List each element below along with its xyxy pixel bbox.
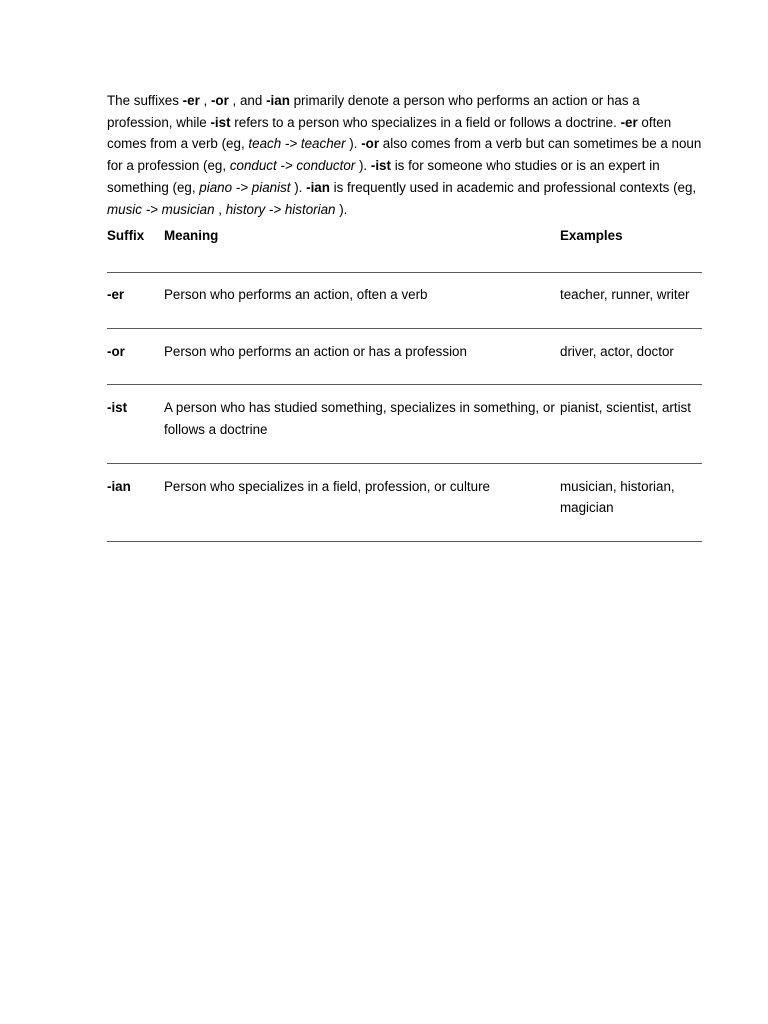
table-row: [107, 385, 702, 463]
intro-text: primarily denote a person who performs an action or has a profession, while: [107, 93, 640, 130]
suffix-term: -or: [361, 136, 380, 152]
examples-cell: driver, actor, doctor: [560, 328, 702, 385]
table-row: [107, 328, 702, 385]
intro-text: , and: [228, 93, 267, 108]
meaning-cell: Person who performs an action, often a verb: [164, 272, 560, 328]
suffix-term: -ist: [370, 158, 391, 174]
intro-paragraph: [107, 90, 702, 220]
suffix-term: -ist: [210, 114, 231, 130]
suffix-table: [107, 225, 702, 542]
table-row: [107, 463, 702, 541]
intro-text: ,: [214, 201, 226, 217]
intro-text: ,: [199, 93, 211, 108]
example-term: music -> musician: [107, 201, 215, 217]
suffix-term: -ian: [306, 179, 330, 195]
column-header-examples: Examples: [560, 225, 702, 272]
intro-text: is frequently used in academic and professional contexts (eg,: [329, 179, 697, 195]
table-row: [107, 272, 702, 328]
intro-text: The suffixes: [107, 93, 183, 108]
intro-text: is for someone who studies or is an expert in something (eg,: [107, 158, 660, 195]
meaning-cell: A person who has studied something, specializes in something, or follows a doctrine: [164, 385, 560, 463]
intro-text: refers to a person who specializes in a field or follows a doctrine.: [230, 114, 621, 130]
intro-text: ).: [345, 136, 362, 152]
example-term: piano -> pianist: [199, 179, 291, 195]
example-term: history -> historian: [225, 201, 336, 217]
examples-cell: pianist, scientist, artist: [560, 385, 702, 463]
column-header-suffix: Suffix: [107, 225, 164, 272]
suffix-term: -er: [182, 93, 200, 108]
suffix-term: -ian: [266, 93, 290, 108]
meaning-cell: Person who performs an action or has a profession: [164, 328, 560, 385]
suffix-cell: -ian: [107, 463, 164, 541]
intro-text: often comes from a verb (eg,: [107, 114, 672, 152]
document-page: [107, 90, 702, 542]
intro-text: ).: [290, 179, 307, 195]
meaning-cell: Person who specializes in a field, profession, or culture: [164, 463, 560, 541]
intro-text: ).: [355, 158, 371, 174]
suffix-cell: -er: [107, 272, 164, 328]
suffix-term: -er: [620, 114, 638, 130]
intro-text: ).: [335, 201, 348, 217]
suffix-term: -or: [210, 93, 229, 108]
table-header-row: [107, 225, 702, 272]
intro-text: also comes from a verb but can sometimes be a noun for a profession (eg,: [107, 136, 702, 174]
examples-cell: musician, historian, magician: [560, 463, 702, 541]
example-term: conduct -> conductor: [229, 158, 356, 174]
suffix-cell: -or: [107, 328, 164, 385]
examples-cell: teacher, runner, writer: [560, 272, 702, 328]
example-term: teach -> teacher: [248, 136, 346, 152]
column-header-meaning: Meaning: [164, 225, 560, 272]
suffix-cell: -ist: [107, 385, 164, 463]
